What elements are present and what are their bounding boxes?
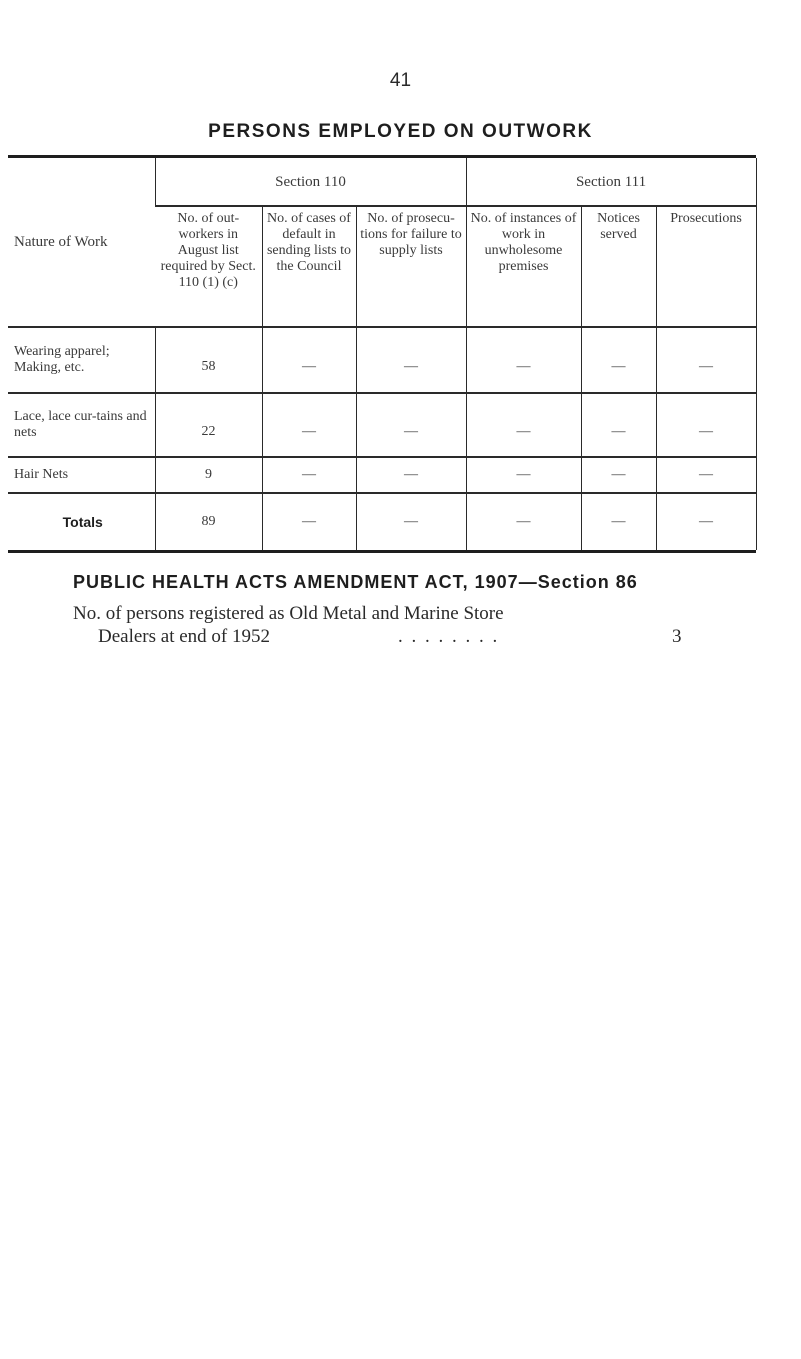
row-label: Hair Nets — [14, 467, 69, 482]
table-cell: — — [466, 393, 581, 457]
totals-cell: — — [466, 493, 581, 550]
dot-leaders: . . . . . . . . — [398, 626, 500, 647]
table-row — [8, 393, 756, 457]
table-cell: — — [262, 327, 356, 393]
table-cell: — — [356, 393, 466, 457]
column-header-prosecutions: Prosecutions — [656, 206, 756, 327]
table-cell: 9 — [155, 457, 262, 493]
table-cell: — — [466, 457, 581, 493]
page-title: PERSONS EMPLOYED ON OUTWORK — [208, 121, 593, 142]
totals-cell: — — [656, 493, 756, 550]
column-header-outworkers: No. of out-workers in August list required by Sect. 110 (1) (c) — [155, 206, 262, 327]
row-label: Wearing apparel; Making, etc. — [14, 344, 110, 375]
totals-cell: 89 — [155, 493, 262, 550]
table-cell: — — [262, 457, 356, 493]
nature-of-work-header: Nature of Work — [14, 234, 108, 250]
table-cell: — — [581, 327, 656, 393]
totals-cell: — — [581, 493, 656, 550]
table-cell: — — [356, 327, 466, 393]
section-111-header: Section 111 — [466, 158, 756, 206]
column-header-default-cases: No. of cases of default in sending lists to the Council — [262, 206, 356, 327]
act-section-heading: PUBLIC HEALTH ACTS AMENDMENT ACT, 1907—Section 86 — [73, 572, 638, 592]
table-cell: — — [656, 327, 756, 393]
table-cell: — — [581, 393, 656, 457]
column-header-unwholesome-instances: No. of instances of work in unwholesome premises — [466, 206, 581, 327]
column-header-prosecutions-lists: No. of prosecu-tions for failure to supply lists — [356, 206, 466, 327]
table-cell: 22 — [155, 393, 262, 457]
section-110-header: Section 110 — [155, 158, 466, 206]
table-cell: — — [466, 327, 581, 393]
table-cell: 58 — [155, 327, 262, 393]
table-row — [8, 457, 756, 493]
registered-dealers-count: 3 — [672, 626, 682, 647]
table-row — [8, 327, 756, 393]
outwork-table — [8, 158, 757, 550]
table-cell: — — [356, 457, 466, 493]
page-number: 41 — [389, 70, 412, 91]
table-cell: — — [656, 393, 756, 457]
act-description-text: Dealers at end of 1952 — [98, 626, 270, 647]
totals-label: Totals — [62, 514, 103, 530]
outwork-table-container — [8, 155, 756, 553]
act-description-line2 — [98, 626, 682, 648]
act-description-line1: No. of persons registered as Old Metal and Marine Store — [73, 603, 504, 624]
column-header-notices-served: Notices served — [581, 206, 656, 327]
table-cell: — — [656, 457, 756, 493]
totals-cell: — — [262, 493, 356, 550]
table-cell: — — [262, 393, 356, 457]
totals-row — [8, 493, 756, 550]
row-label: Lace, lace cur-tains and nets — [14, 409, 147, 440]
totals-cell: — — [356, 493, 466, 550]
table-cell: — — [581, 457, 656, 493]
